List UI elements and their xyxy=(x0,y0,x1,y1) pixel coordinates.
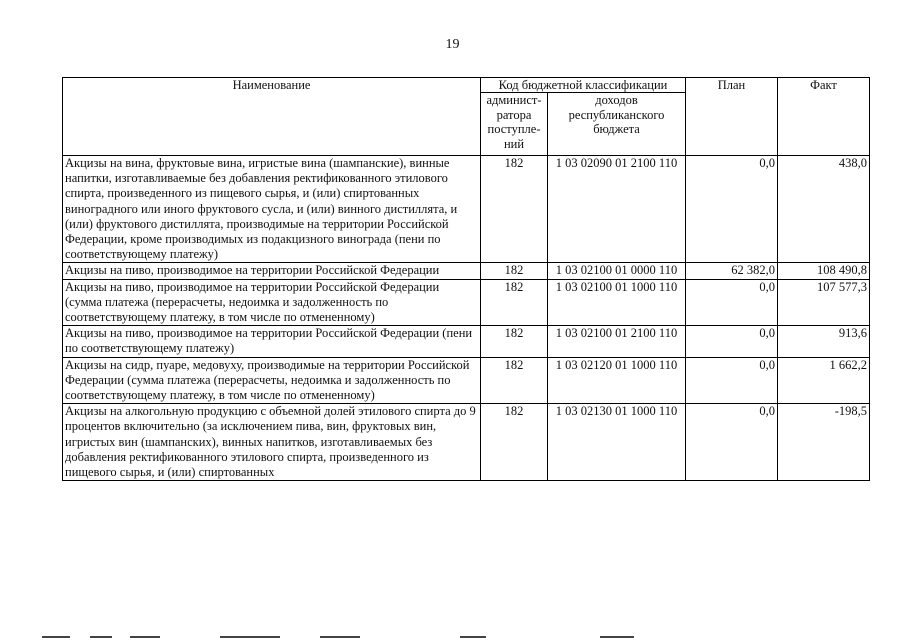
footer-scan-marks xyxy=(0,630,905,640)
scan-mark xyxy=(320,636,360,638)
row-budget-code: 1 03 02100 01 2100 110 xyxy=(548,326,686,357)
row-budget-code: 1 03 02100 01 0000 110 xyxy=(548,263,686,279)
row-name: Акцизы на пиво, производимое на территории Российской Федерации (пени по соответствующему платежу) xyxy=(63,326,481,357)
row-budget-code: 1 03 02090 01 2100 110 xyxy=(548,156,686,263)
row-admin-code: 182 xyxy=(481,279,548,326)
page-number: 19 xyxy=(445,37,460,52)
table-row xyxy=(63,326,870,357)
header-admin: админист- ратора поступле- ний xyxy=(481,93,548,156)
scan-mark xyxy=(220,636,280,638)
row-admin-code: 182 xyxy=(481,156,548,263)
table-row xyxy=(63,279,870,326)
row-name: Акцизы на сидр, пуаре, медовуху, производимые на территории Российской Федерации (сумма платежа (перерасчеты, недоимка и задолженность по соответствующему платежу, в том числе по отмененному) xyxy=(63,357,481,404)
row-budget-code: 1 03 02120 01 1000 110 xyxy=(548,357,686,404)
scan-mark xyxy=(460,636,486,638)
row-plan: 0,0 xyxy=(686,404,778,481)
row-fact: 1 662,2 xyxy=(778,357,870,404)
row-plan: 62 382,0 xyxy=(686,263,778,279)
row-fact: 438,0 xyxy=(778,156,870,263)
scan-mark xyxy=(130,636,160,638)
row-name: Акцизы на вина, фруктовые вина, игристые вина (шампанские), винные напитки, изготавливаемые без добавления ректификованного этилового спирта, произведенного из пищевого сырья, и (или) спиртованных виноградного или иного фруктового сусла, и (или) винного дистиллята, и (или) фруктового дистиллята, производимые на территории Российской Федерации, кроме производимых из подакцизного винограда (пени по соответствующему платежу) xyxy=(63,156,481,263)
table-row xyxy=(63,263,870,279)
header-fact: Факт xyxy=(778,78,870,156)
row-admin-code: 182 xyxy=(481,326,548,357)
row-fact: 913,6 xyxy=(778,326,870,357)
row-name: Акцизы на алкогольную продукцию с объемной долей этилового спирта до 9 процентов включительно (за исключением пива, вин, фруктовых вин, игристых вин (шампанских), винных напитков, изготавливаемых без добавления ректификованного этилового спирта, произведенного из пищевого сырья, и (или) спиртованных xyxy=(63,404,481,481)
table-body xyxy=(63,156,870,481)
table-row xyxy=(63,404,870,481)
row-plan: 0,0 xyxy=(686,279,778,326)
scan-mark xyxy=(600,636,634,638)
header-code-group: Код бюджетной классификации xyxy=(481,78,686,93)
scan-mark xyxy=(42,636,70,638)
header-plan: План xyxy=(686,78,778,156)
row-admin-code: 182 xyxy=(481,404,548,481)
row-fact: 108 490,8 xyxy=(778,263,870,279)
table-header xyxy=(63,78,870,156)
row-budget-code: 1 03 02130 01 1000 110 xyxy=(548,404,686,481)
row-fact: -198,5 xyxy=(778,404,870,481)
row-plan: 0,0 xyxy=(686,357,778,404)
header-income: доходов республиканского бюджета xyxy=(548,93,686,156)
row-admin-code: 182 xyxy=(481,357,548,404)
row-fact: 107 577,3 xyxy=(778,279,870,326)
row-plan: 0,0 xyxy=(686,156,778,263)
row-budget-code: 1 03 02100 01 1000 110 xyxy=(548,279,686,326)
row-admin-code: 182 xyxy=(481,263,548,279)
table-row xyxy=(63,357,870,404)
table-row xyxy=(63,156,870,263)
scan-mark xyxy=(90,636,112,638)
header-name: Наименование xyxy=(63,78,481,156)
row-name: Акцизы на пиво, производимое на территории Российской Федерации xyxy=(63,263,481,279)
row-name: Акцизы на пиво, производимое на территории Российской Федерации (сумма платежа (перерасчеты, недоимка и задолженность по соответствующему платежу, в том числе по отмененному) xyxy=(63,279,481,326)
row-plan: 0,0 xyxy=(686,326,778,357)
budget-table xyxy=(62,77,870,481)
